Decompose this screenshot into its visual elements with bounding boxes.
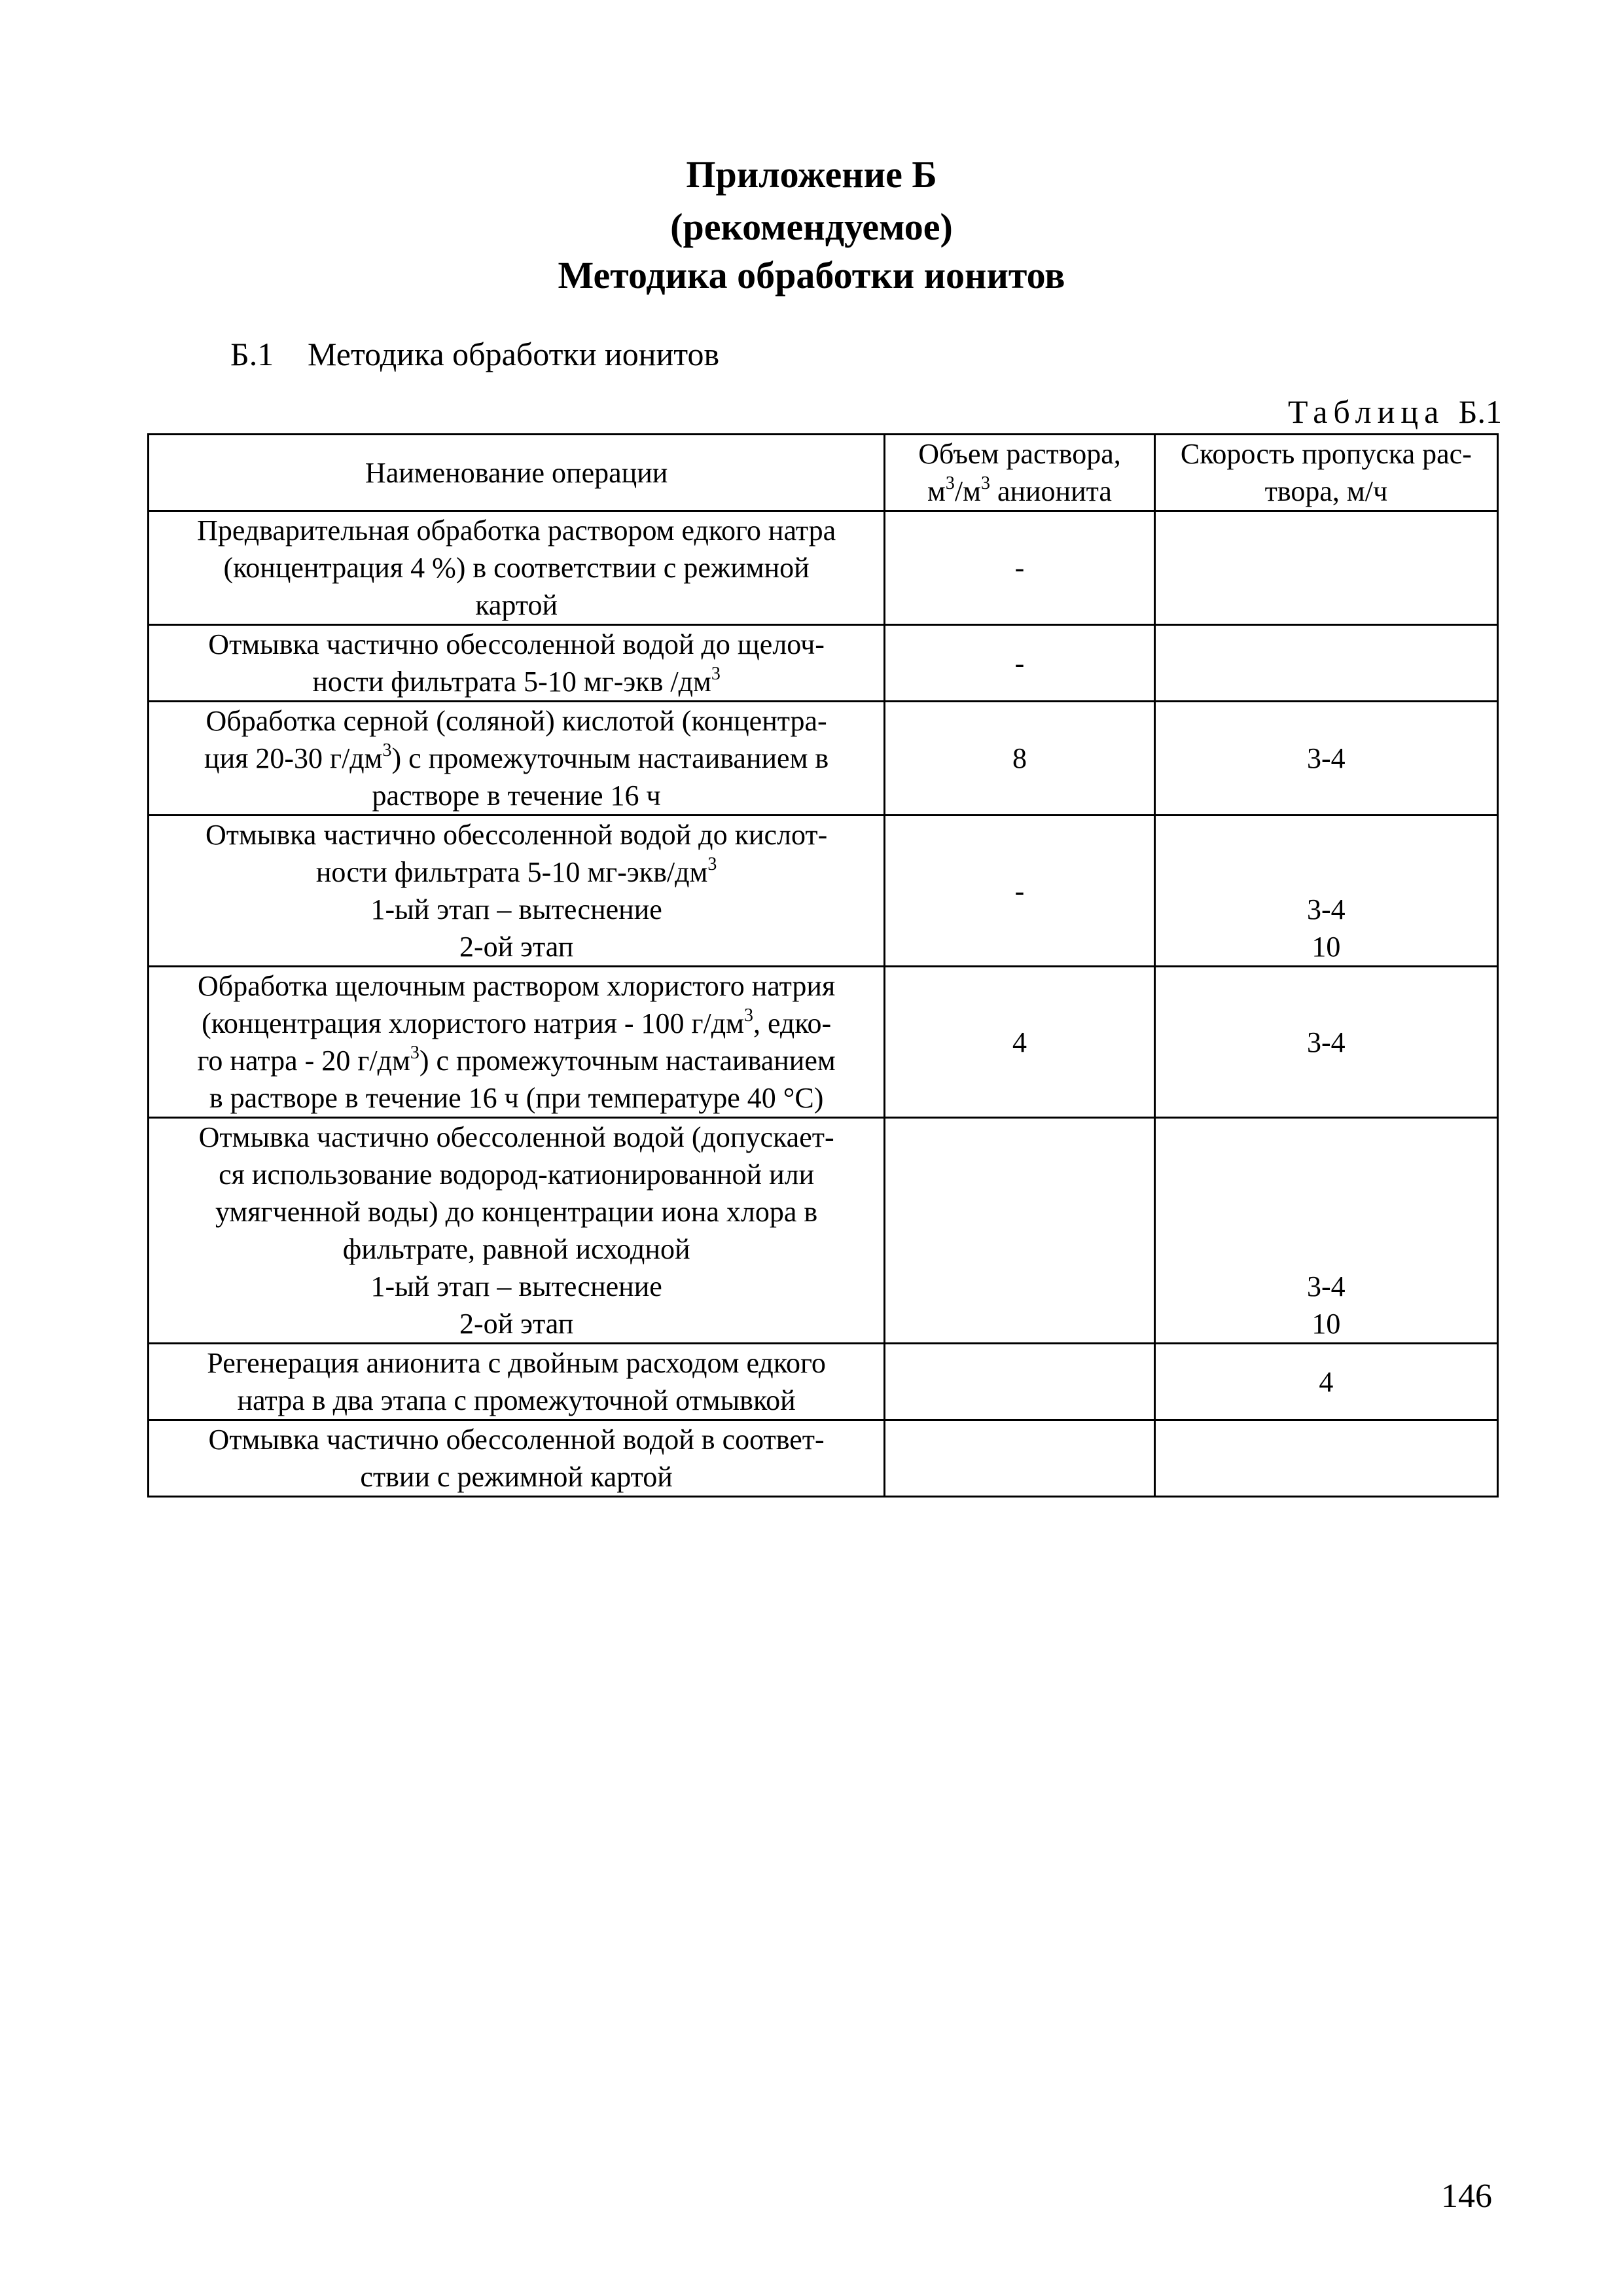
- volume-cell: 4: [885, 967, 1155, 1118]
- table-row: [149, 702, 1498, 816]
- stage-2-label: 2-ой этап: [459, 1308, 574, 1340]
- speed-cell: [1154, 625, 1497, 702]
- speed-cell: [1154, 511, 1497, 625]
- stage-1-label: 1-ый этап – вытеснение: [370, 1270, 662, 1302]
- operation-cell: Отмывка частично обессоленной водой в соответ- ствии с режимной картой: [149, 1420, 885, 1497]
- table-caption-word: Таблица: [1287, 393, 1445, 430]
- table-row: [149, 625, 1498, 702]
- section-heading: [230, 338, 719, 370]
- volume-cell: -: [885, 511, 1155, 625]
- speed-cell: 3-4: [1154, 702, 1497, 816]
- header-speed: Скорость пропуска рас- твора, м/ч: [1154, 435, 1497, 511]
- speed-cell: [1154, 1420, 1497, 1497]
- speed-cell: [1154, 1118, 1497, 1344]
- operation-cell: Отмывка частично обессоленной водой до щелоч- ности фильтрата 5-10 мг-экв $/дм^3$: [149, 625, 885, 702]
- operation-cell: Обработка серной (соляной) кислотой (концентра- ция 20-30 $г/дм^3$) с промежуточным настаиванием в растворе в течение 16 ч: [149, 702, 885, 816]
- page-number: 146: [1441, 2178, 1492, 2215]
- volume-cell: 8: [885, 702, 1155, 816]
- table-row: [149, 1344, 1498, 1420]
- appendix-status: (рекомендуемое): [670, 206, 953, 248]
- stage-2-label: 2-ой этап: [459, 931, 574, 963]
- volume-cell: -: [885, 625, 1155, 702]
- stage-1-label: 1-ый этап – вытеснение: [370, 893, 662, 925]
- volume-cell: [885, 1344, 1155, 1420]
- speed-cell: 4: [1154, 1344, 1497, 1420]
- table-caption-number: Б.1: [1458, 393, 1502, 430]
- speed-stage-1: 3-4: [1307, 1270, 1346, 1302]
- table-row: [149, 816, 1498, 967]
- volume-cell: [885, 1118, 1155, 1344]
- table-caption: [1288, 395, 1502, 428]
- table-row: [149, 1118, 1498, 1344]
- appendix-subject: Методика обработки ионитов: [558, 254, 1065, 296]
- table-row: [149, 1420, 1498, 1497]
- operation-cell: Отмывка частично обессоленной водой до кислот- ности фильтрата 5-10 $мг-экв/дм^3$ 1-ый этап – вытеснение 2-ой этап: [149, 816, 885, 967]
- speed-cell: [1154, 816, 1497, 967]
- table-row: [149, 967, 1498, 1118]
- header-volume: Объем раствора, $м^3/м^3$ анионита: [885, 435, 1155, 511]
- section-title: Методика обработки ионитов: [308, 336, 720, 372]
- ion-exchanger-treatment-table: [147, 433, 1499, 1498]
- operation-cell: Предварительная обработка раствором едкого натра (концентрация 4 %) в соответствии с режимной картой: [149, 511, 885, 625]
- appendix-title: Приложение Б: [686, 153, 937, 196]
- operation-cell: Отмывка частично обессоленной водой (допускает- ся использование водород-катионированной или умягченной воды) до концентрации иона хлора в фильтрате, равной исходной 1-ый этап – вытеснение 2-ой этап: [149, 1118, 885, 1344]
- volume-cell: [885, 1420, 1155, 1497]
- speed-stage-2: 10: [1311, 1308, 1341, 1340]
- operation-cell: Обработка щелочным раствором хлористого натрия (концентрация хлористого натрия - 100 $г/дм^3$, едко- го натра - 20 $г/дм^3$) с промежуточным настаиванием в растворе в течение 16 ч (при температуре 40 °С): [149, 967, 885, 1118]
- table-row: [149, 511, 1498, 625]
- speed-stage-1: 3-4: [1307, 893, 1346, 925]
- table-header-row: [149, 435, 1498, 511]
- speed-stage-2: 10: [1311, 931, 1341, 963]
- operation-cell: Регенерация анионита с двойным расходом едкого натра в два этапа с промежуточной отмывкой: [149, 1344, 885, 1420]
- header-operation: Наименование операции: [149, 435, 885, 511]
- speed-cell: 3-4: [1154, 967, 1497, 1118]
- section-number: Б.1: [230, 336, 274, 372]
- volume-cell: -: [885, 816, 1155, 967]
